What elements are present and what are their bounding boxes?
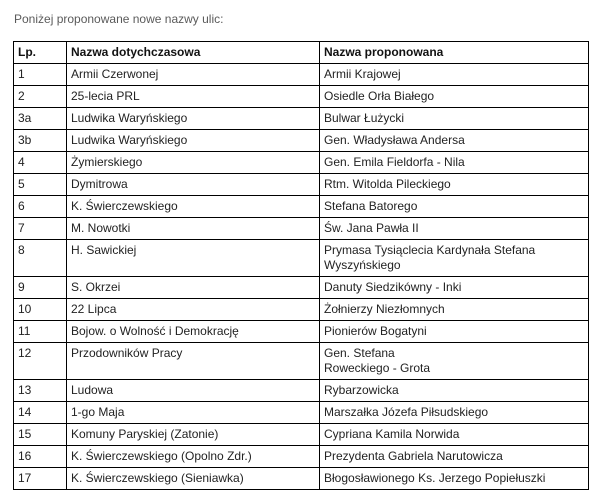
header-lp: Lp.: [14, 42, 67, 64]
row-number-cell: 3b: [14, 130, 67, 152]
current-name-cell: Ludwika Waryńskiego: [67, 130, 320, 152]
table-row: [14, 240, 589, 277]
table-row: [14, 299, 589, 321]
row-number-cell: 9: [14, 277, 67, 299]
proposed-name-cell: Św. Jana Pawła II: [320, 218, 589, 240]
proposed-name-cell: Cypriana Kamila Norwida: [320, 424, 589, 446]
proposed-name-cell: Żołnierzy Niezłomnych: [320, 299, 589, 321]
table-row: [14, 130, 589, 152]
proposed-name-cell: Bulwar Łużycki: [320, 108, 589, 130]
current-name-cell: S. Okrzei: [67, 277, 320, 299]
current-name-cell: Żymierskiego: [67, 152, 320, 174]
table-row: [14, 277, 589, 299]
proposed-name-cell: Stefana Batorego: [320, 196, 589, 218]
row-number-cell: 7: [14, 218, 67, 240]
row-number-cell: 8: [14, 240, 67, 277]
street-names-table: [13, 41, 589, 490]
current-name-cell: 1-go Maja: [67, 402, 320, 424]
row-number-cell: 6: [14, 196, 67, 218]
table-row: [14, 196, 589, 218]
row-number-cell: 17: [14, 468, 67, 490]
proposed-name-cell: Prezydenta Gabriela Narutowicza: [320, 446, 589, 468]
proposed-name-cell: Pionierów Bogatyni: [320, 321, 589, 343]
current-name-cell: Ludowa: [67, 380, 320, 402]
table-row: [14, 218, 589, 240]
table-row: [14, 446, 589, 468]
current-name-cell: 22 Lipca: [67, 299, 320, 321]
proposed-name-cell: Gen. Władysława Andersa: [320, 130, 589, 152]
proposed-name-cell: Marszałka Józefa Piłsudskiego: [320, 402, 589, 424]
row-number-cell: 4: [14, 152, 67, 174]
proposed-name-cell: Osiedle Orła Białego: [320, 86, 589, 108]
intro-text: Poniżej proponowane nowe nazwy ulic:: [14, 12, 224, 26]
table-row: [14, 321, 589, 343]
table-row: [14, 402, 589, 424]
proposed-name-cell: Gen. Emila Fieldorfa - Nila: [320, 152, 589, 174]
table-row: [14, 380, 589, 402]
current-name-cell: Ludwika Waryńskiego: [67, 108, 320, 130]
row-number-cell: 14: [14, 402, 67, 424]
row-number-cell: 15: [14, 424, 67, 446]
table-row: [14, 468, 589, 490]
table-row: [14, 86, 589, 108]
header-current-name: Nazwa dotychczasowa: [67, 42, 320, 64]
row-number-cell: 11: [14, 321, 67, 343]
row-number-cell: 3a: [14, 108, 67, 130]
current-name-cell: Przodowników Pracy: [67, 343, 320, 380]
table-body: [14, 64, 589, 490]
row-number-cell: 13: [14, 380, 67, 402]
table-row: [14, 108, 589, 130]
proposed-name-cell: Błogosławionego Ks. Jerzego Popiełuszki: [320, 468, 589, 490]
table-row: [14, 343, 589, 380]
current-name-cell: K. Świerczewskiego (Sieniawka): [67, 468, 320, 490]
row-number-cell: 12: [14, 343, 67, 380]
table-row: [14, 174, 589, 196]
table-row: [14, 64, 589, 86]
proposed-name-cell: Danuty Siedzikówny - Inki: [320, 277, 589, 299]
current-name-cell: Armii Czerwonej: [67, 64, 320, 86]
row-number-cell: 2: [14, 86, 67, 108]
table-header-row: [14, 42, 589, 64]
current-name-cell: 25-lecia PRL: [67, 86, 320, 108]
row-number-cell: 10: [14, 299, 67, 321]
proposed-name-cell: Armii Krajowej: [320, 64, 589, 86]
current-name-cell: Komuny Paryskiej (Zatonie): [67, 424, 320, 446]
current-name-cell: Bojow. o Wolność i Demokrację: [67, 321, 320, 343]
row-number-cell: 1: [14, 64, 67, 86]
current-name-cell: K. Świerczewskiego: [67, 196, 320, 218]
proposed-name-cell: Prymasa Tysiąclecia Kardynała Stefana Wyszyńskiego: [320, 240, 589, 277]
proposed-name-cell: Rtm. Witolda Pileckiego: [320, 174, 589, 196]
proposed-name-cell: Gen. Stefana Roweckiego - Grota: [320, 343, 589, 380]
header-proposed-name: Nazwa proponowana: [320, 42, 589, 64]
current-name-cell: M. Nowotki: [67, 218, 320, 240]
row-number-cell: 16: [14, 446, 67, 468]
proposed-name-cell: Rybarzowicka: [320, 380, 589, 402]
table-row: [14, 152, 589, 174]
current-name-cell: Dymitrowa: [67, 174, 320, 196]
current-name-cell: K. Świerczewskiego (Opolno Zdr.): [67, 446, 320, 468]
table-row: [14, 424, 589, 446]
current-name-cell: H. Sawickiej: [67, 240, 320, 277]
row-number-cell: 5: [14, 174, 67, 196]
